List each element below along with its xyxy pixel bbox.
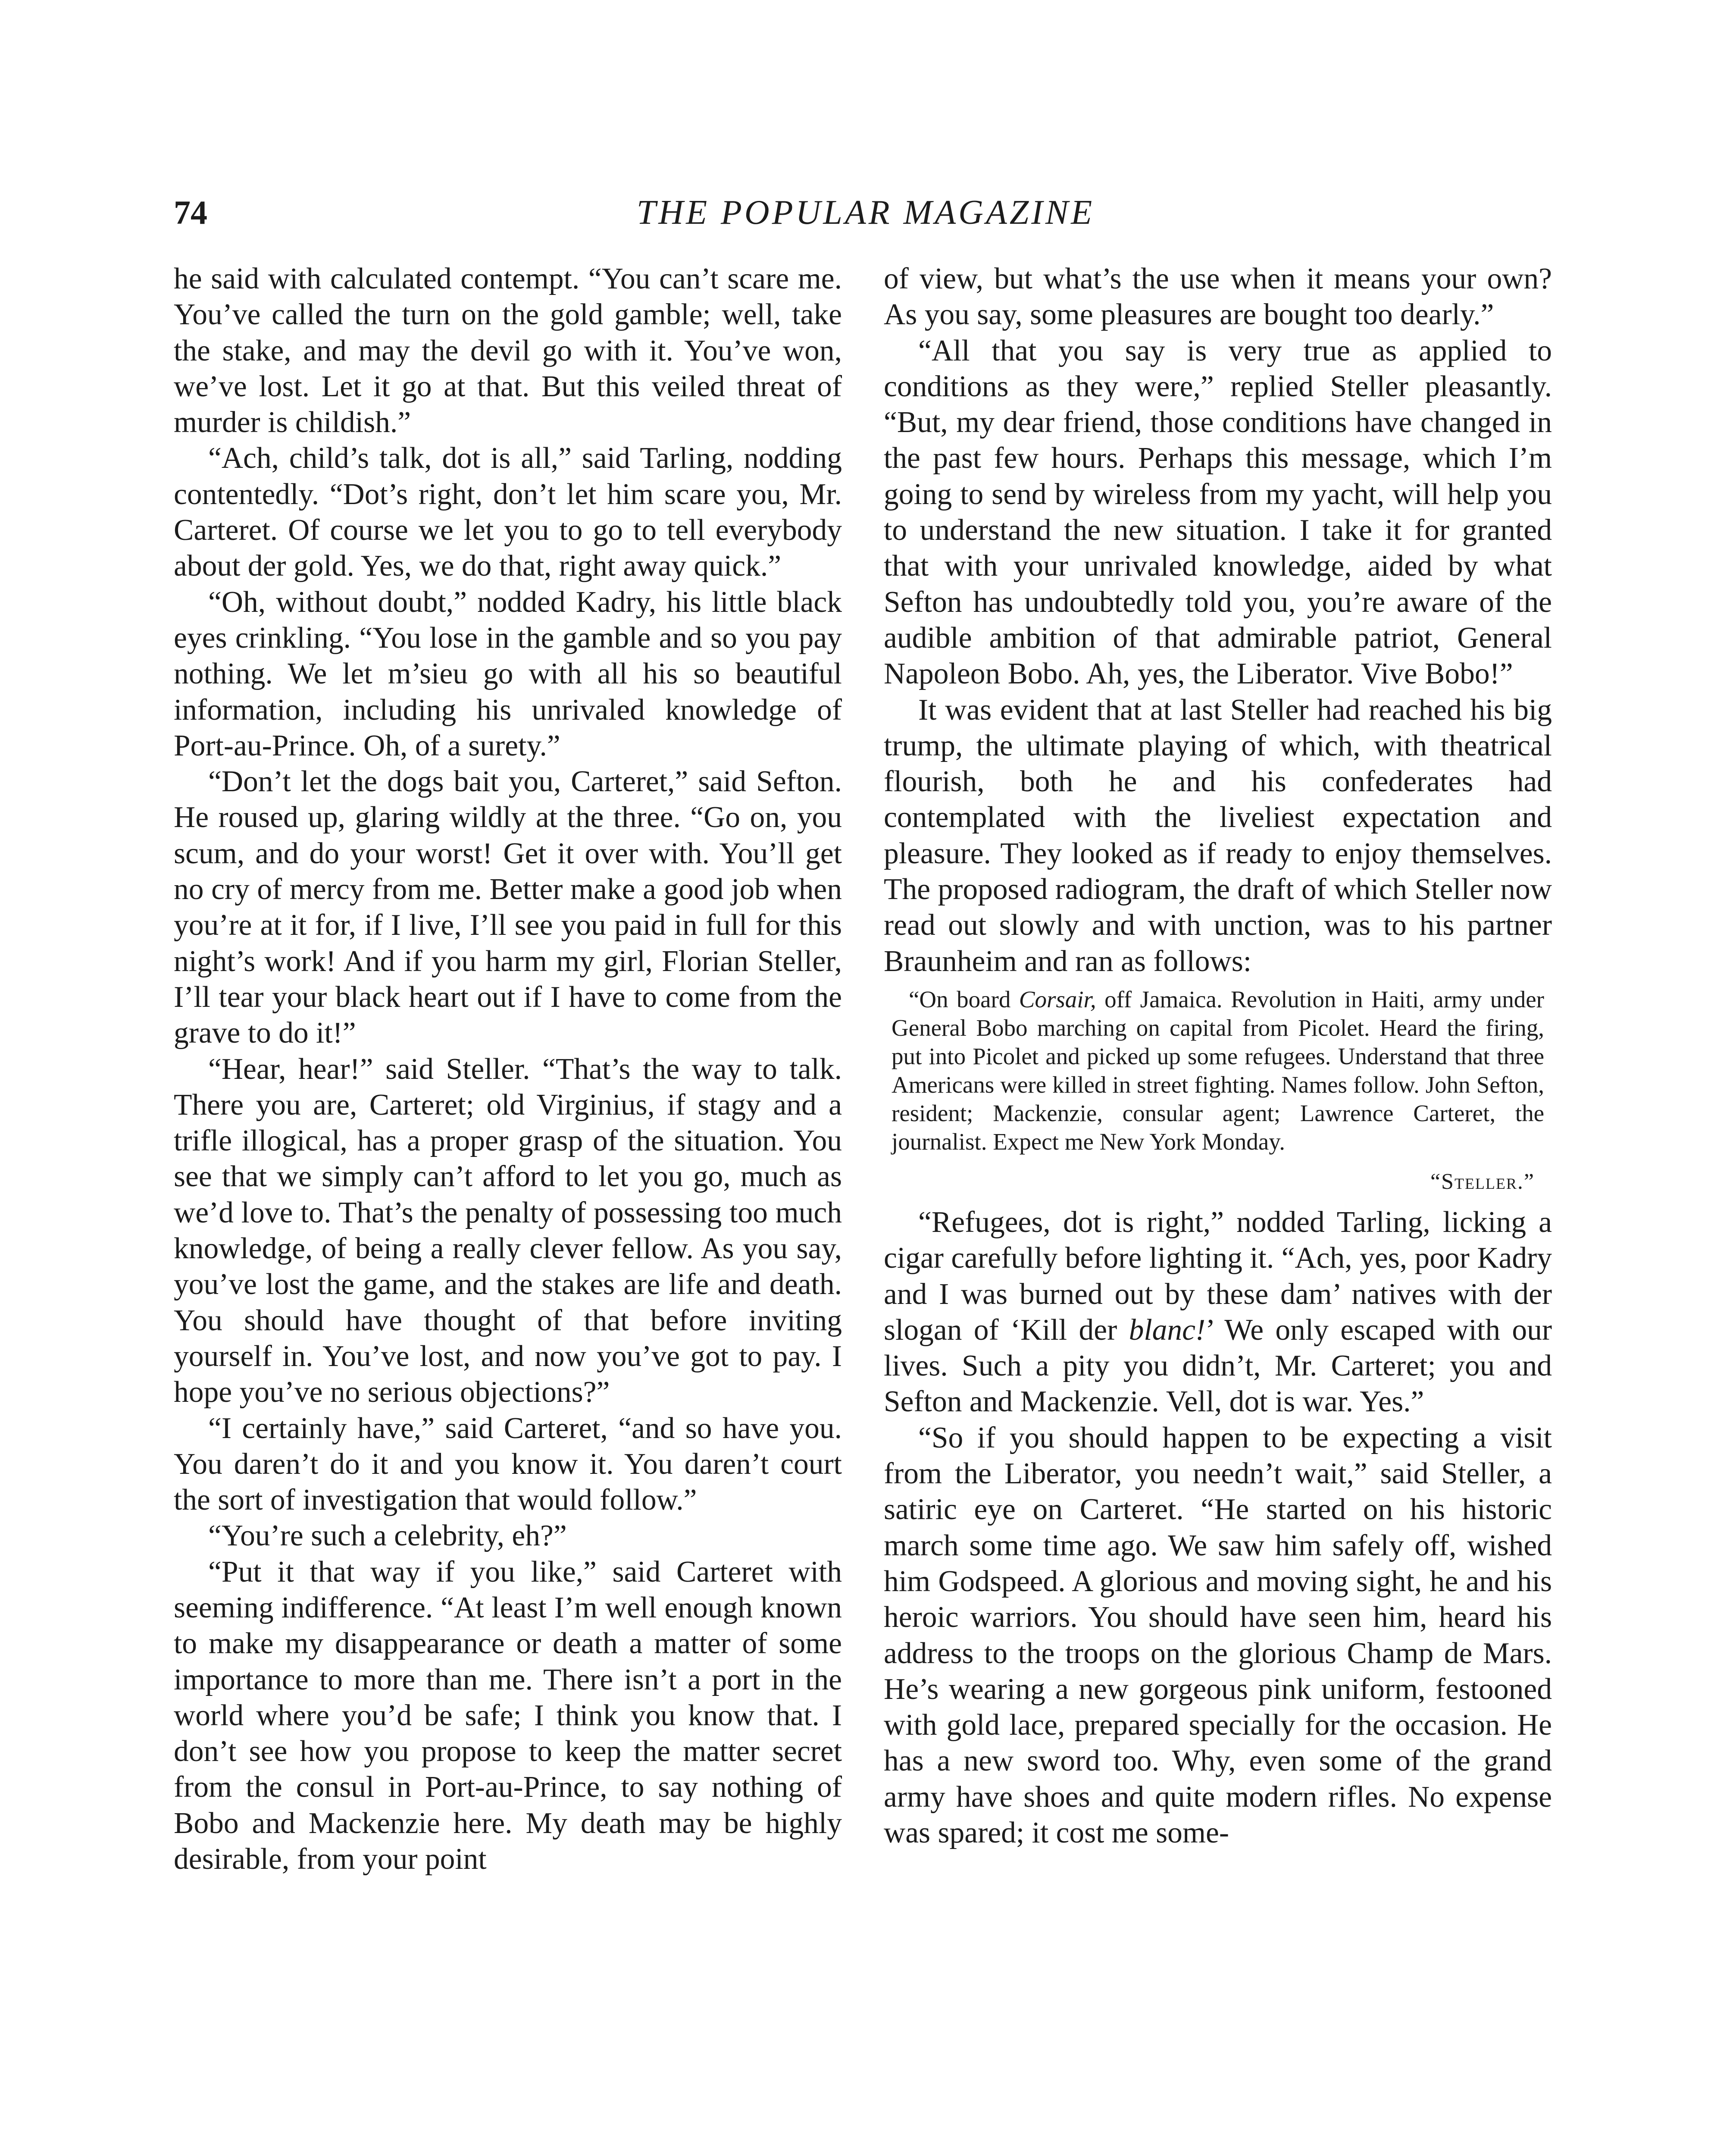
- radiogram-quote: [884, 985, 1552, 1156]
- right-column: [884, 261, 1552, 1851]
- paragraph: [884, 1204, 1552, 1420]
- paragraph-italic: blanc!: [1129, 1313, 1206, 1347]
- running-title: THE POPULAR MAGAZINE: [636, 194, 1095, 232]
- left-column: [174, 261, 842, 1877]
- paragraph: It was evident that at last Steller had reached his big trump, the ultimate playing of which, with theatrical flourish, both he and his confederates had contemplated with the liveliest expectation and pleasure. They looked as if ready to enjoy themselves. The proposed radiogram, the draft of which Steller now read out slowly and with unction, was to his partner Braunheim and ran as follows:: [884, 693, 1552, 978]
- paragraph: “I certainly have,” said Carteret, “and so have you. You daren’t do it and you know it. You daren’t court the sort of investigation that would follow.”: [174, 1411, 842, 1517]
- paragraph: “Oh, without doubt,” nodded Kadry, his little black eyes crinkling. “You lose in the gamble and so you pay nothing. We let m’sieu go with all his so beautiful information, including his unrivaled knowledge of Port-au-Prince. Oh, of a surety.”: [174, 585, 842, 762]
- paragraph: “Put it that way if you like,” said Carteret with seeming indifference. “At least I’m well enough known to make my disappearance or death a matter of some importance to more than me. There isn’t a port in the world where you’d be safe; I think you know that. I don’t see how you propose to keep the matter secret from the consul in Port-au-Prince, to say nothing of Bobo and Mackenzie here. My death may be highly desirable, from your point: [174, 1555, 842, 1876]
- paragraph: “So if you should happen to be expecting a visit from the Liberator, you needn’t wait,” said Steller, a satiric eye on Carteret. “He started on his historic march some time ago. We saw him safely off, wished him Godspeed. A glorious and moving sight, he and his heroic warriors. You should have seen him, heard his address to the troops on the glorious Champ de Mars. He’s wearing a new gorgeous pink uniform, festooned with gold lace, prepared specially for the occasion. He has a new sword too. Why, even some of the grand army have shoes and quite modern rifles. No expense was spared; it cost me some-: [884, 1421, 1552, 1849]
- page-header: [174, 189, 1558, 236]
- paragraph: “Don’t let the dogs bait you, Carteret,” said Sefton. He roused up, glaring wildly at the three. “Go on, you scum, and do your worst! Get it over with. You’ll get no cry of mercy from me. Better make a good job when you’re at it for, if I live, I’ll see you paid in full for this night’s work! And if you harm my girl, Florian Steller, I’ll tear your black heart out if I have to come from the grave to do it!”: [174, 765, 842, 1050]
- radiogram-signature: “Steller.”: [1430, 1169, 1535, 1194]
- paragraph: “Ach, child’s talk, dot is all,” said Tarling, nodding contentedly. “Dot’s right, don’t let him scare you, Mr. Carteret. Of course we let you to go to tell everybody about der gold. Yes, we do that, right away quick.”: [174, 442, 842, 583]
- page-number: 74: [174, 194, 207, 231]
- paragraph: “You’re such a celebrity, eh?”: [208, 1519, 567, 1553]
- paragraph-text: ’ We only escaped with our lives. Such a pity you didn’t, Mr. Carteret; you and Sefton and Mackenzie. Vell, dot is war. Yes.”: [884, 1313, 1552, 1419]
- paragraph: he said with calculated contempt. “You can’t scare me. You’ve called the turn on the gold gamble; well, take the stake, and may the devil go with it. You’ve won, we’ve lost. Let it go at that. But this veiled threat of murder is childish.”: [174, 262, 842, 439]
- radiogram-ship-name: Corsair,: [1019, 986, 1096, 1012]
- paragraph: of view, but what’s the use when it means your own? As you say, some pleasures are bought too dearly.”: [884, 262, 1552, 332]
- paragraph: “Hear, hear!” said Steller. “That’s the way to talk. There you are, Carteret; old Virginius, if stagy and a trifle illogical, has a proper grasp of the situation. You see that we simply can’t afford to let you go, much as we’d love to. That’s the penalty of possessing too much knowledge, of being a really clever fellow. As you say, you’ve lost the game, and the stakes are life and death. You should have thought of that before inviting yourself in. You’ve lost, and now you’ve got to pay. I hope you’ve no serious objections?”: [174, 1052, 842, 1409]
- paragraph: “All that you say is very true as applied to conditions as they were,” replied Steller pleasantly. “But, my dear friend, those conditions have changed in the past few hours. Perhaps this message, which I’m going to send by wireless from my yacht, will help you to understand the new situation. I take it for granted that with your unrivaled knowledge, aided by what Sefton has undoubtedly told you, you’re aware of the audible ambition of that admirable patriot, General Napoleon Bobo. Ah, yes, the Liberator. Vive Bobo!”: [884, 334, 1552, 691]
- paragraph-text: “Refugees, dot is right,” nodded Tarling, licking a cigar carefully before lighting it. “Ach, yes, poor Kadry and I was burned out by these dam’ natives with der slogan of ‘Kill der: [884, 1205, 1552, 1347]
- radiogram-body: off Jamaica. Revolution in Haiti, army under General Bobo marching on capital from Picolet. Heard the firing, put into Picolet and picked up some refugees. Understand that three Americans were killed in street fighting. Names follow. John Sefton, resident; Mackenzie, consular agent; Lawrence Carteret, the journalist. Expect me New York Monday.: [892, 986, 1544, 1155]
- radiogram-lead: “On board: [909, 986, 1019, 1012]
